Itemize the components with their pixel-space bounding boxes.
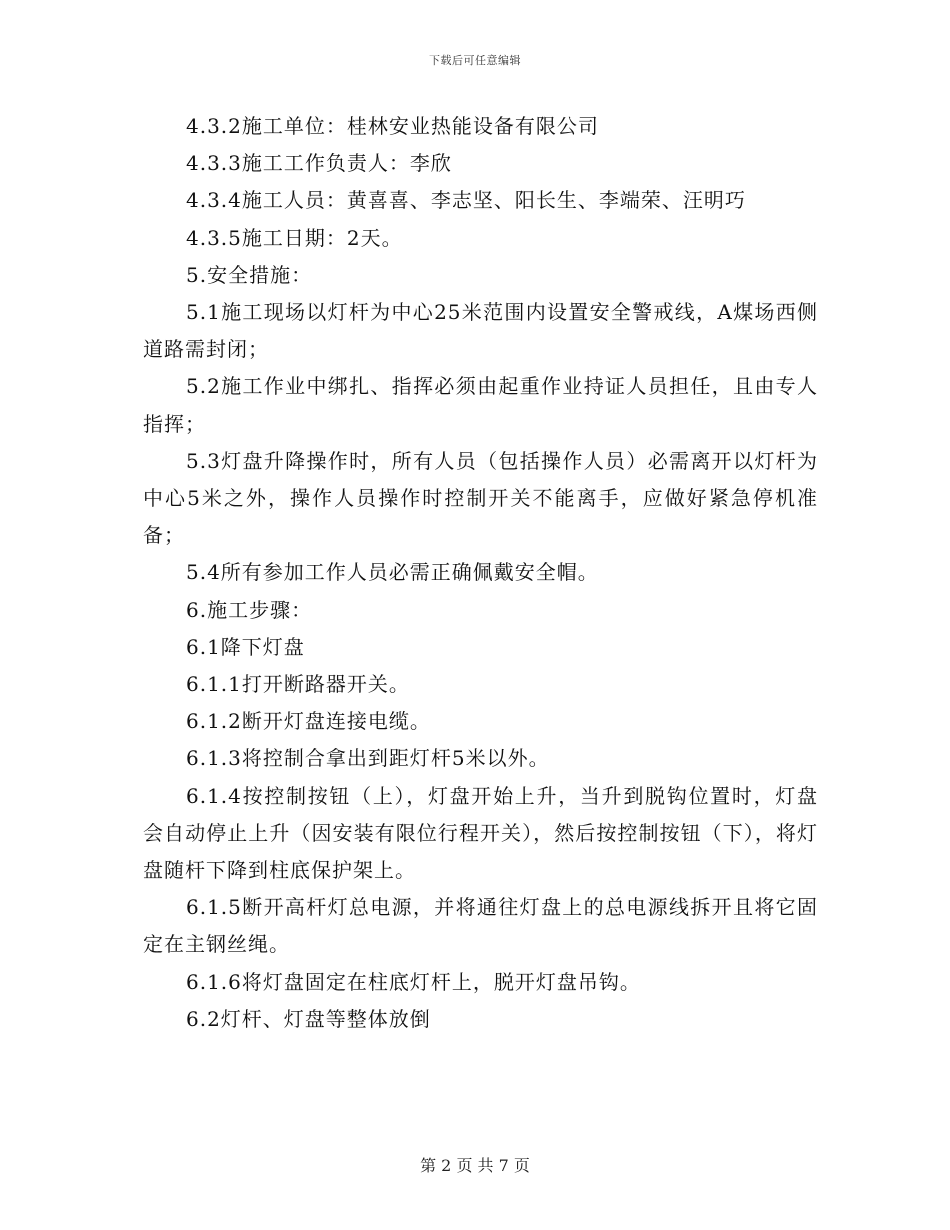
section-heading-6: 6.施工步骤： bbox=[186, 597, 313, 622]
subheading-6-1: 6.1降下灯盘 bbox=[186, 634, 305, 659]
paragraph-4-3-4: 4.3.4施工人员：黄喜喜、李志坚、阳长生、李端荣、汪明巧 bbox=[186, 188, 746, 213]
paragraph-4-3-3: 4.3.3施工工作负责人：李欣 bbox=[186, 151, 452, 176]
paragraph-5-2: 5.2施工作业中绑扎、指挥必须由起重作业持证人员担任，且由专人指挥； bbox=[143, 374, 818, 436]
paragraph-5-1: 5.1施工现场以灯杆为中心25米范围内设置安全警戒线，A煤场西侧道路需封闭； bbox=[143, 300, 818, 362]
page-footer bbox=[0, 1153, 950, 1176]
paragraph-4-3-2: 4.3.2施工单位：桂林安业热能设备有限公司 bbox=[186, 114, 599, 138]
page-header: 下载后可任意编辑 bbox=[429, 54, 521, 67]
paragraph-5-4: 5.4所有参加工作人员必需正确佩戴安全帽。 bbox=[186, 560, 599, 585]
section-heading-5: 5.安全措施： bbox=[186, 262, 313, 287]
paragraph-6-1-1: 6.1.1打开断路器开关。 bbox=[186, 672, 410, 697]
paragraph-6-1-5: 6.1.5断开高杆灯总电源，并将通往灯盘上的总电源线拆开且将它固定在主钢丝绳。 bbox=[143, 895, 818, 957]
paragraph-6-1-2: 6.1.2断开灯盘连接电缆。 bbox=[186, 709, 431, 734]
subheading-6-2: 6.2灯杆、灯盘等整体放倒 bbox=[186, 1006, 431, 1031]
paragraph-6-1-4: 6.1.4按控制按钮（上），灯盘开始上升，当升到脱钩位置时，灯盘会自动停止上升（因安装有限位行程开关），然后按控制按钮（下），将灯盘随杆下降到柱底保护架上。 bbox=[143, 783, 818, 883]
document-body bbox=[143, 108, 818, 1038]
paragraph-4-3-5: 4.3.5施工日期：2天。 bbox=[186, 225, 403, 250]
paragraph-6-1-3: 6.1.3将控制合拿出到距灯杆5米以外。 bbox=[186, 746, 550, 771]
paragraph-5-3: 5.3灯盘升降操作时，所有人员（包括操作人员）必需离开以灯杆为中心5米之外，操作人员操作时控制开关不能离手，应做好紧急停机准备； bbox=[143, 448, 818, 548]
page-number-label: 第 2 页 共 7 页 bbox=[420, 1156, 530, 1175]
paragraph-6-1-6: 6.1.6将灯盘固定在柱底灯杆上，脱开灯盘吊钩。 bbox=[186, 969, 641, 994]
